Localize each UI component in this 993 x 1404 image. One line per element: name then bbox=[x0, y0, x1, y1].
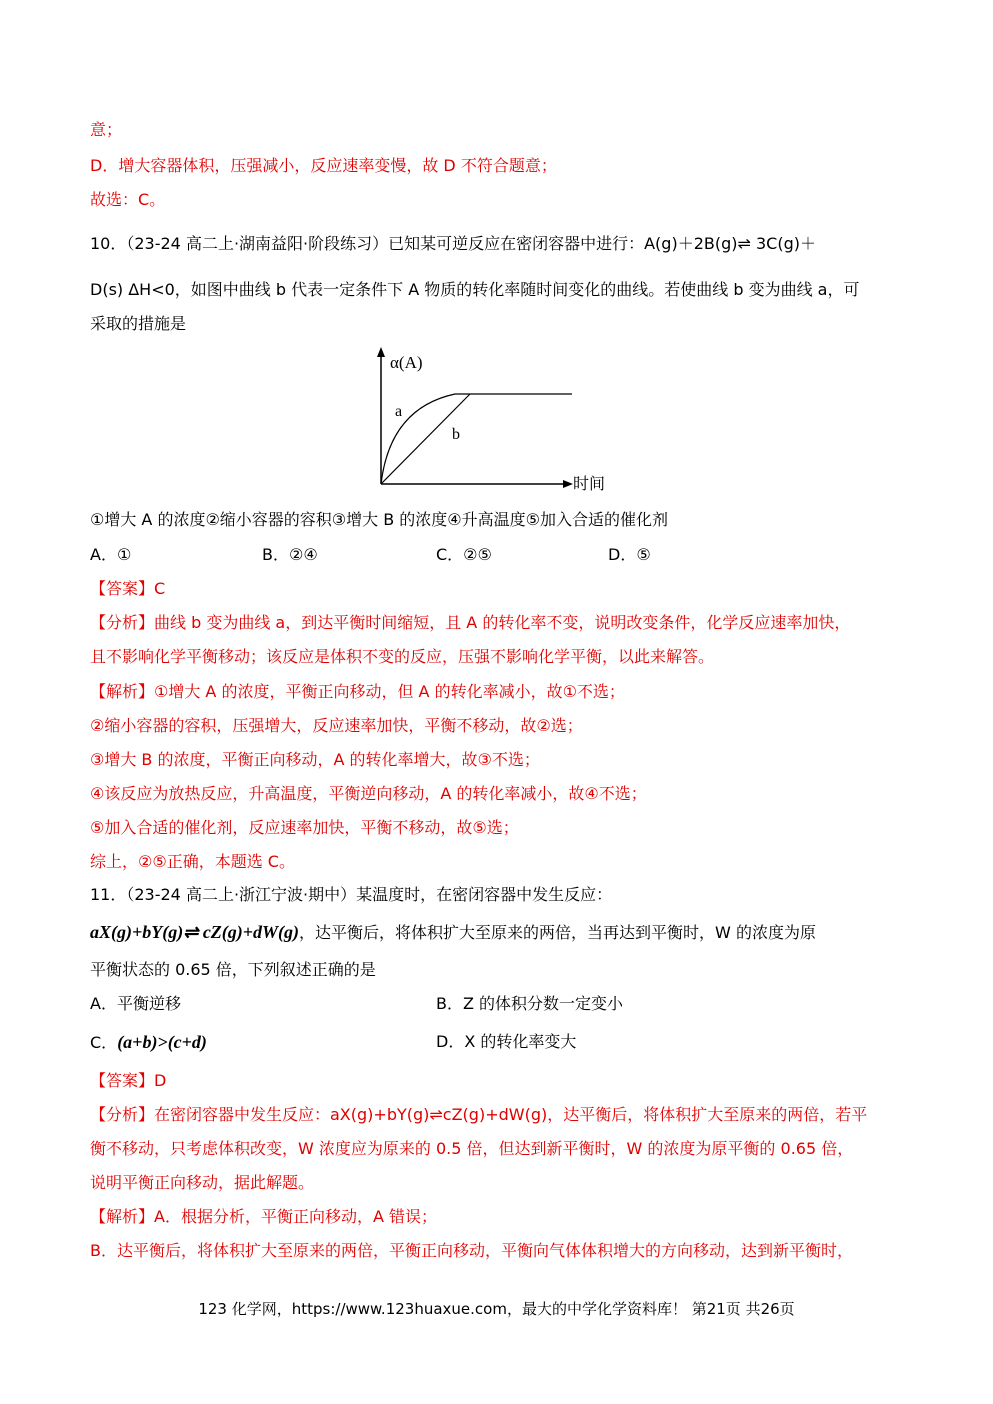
q11-explanation-line-2: B．达平衡后，将体积扩大至原来的两倍，平衡正向移动，平衡向气体体积增大的方向移动，达到新平衡时， bbox=[90, 1241, 853, 1260]
q10-stem-line-1: 10．（23-24 高二上·湖南益阳·阶段练习）已知某可逆反应在密闭容器中进行：A(g)＋2B(g)⇌ 3C(g)＋ bbox=[90, 234, 816, 253]
q10-analysis-line-2: 且不影响化学平衡移动；该反应是体积不变的反应，压强不影响化学平衡，以此来解答。 bbox=[90, 647, 715, 666]
q11-option-c-prefix: C． bbox=[90, 1033, 118, 1052]
q11-option-b: B．Z 的体积分数一定变小 bbox=[436, 994, 624, 1013]
q11-option-a: A．平衡逆移 bbox=[90, 994, 181, 1013]
q11-option-d: D．X 的转化率变大 bbox=[436, 1032, 577, 1051]
q10-option-b: B．②④ bbox=[262, 545, 318, 564]
page-footer: 123 化学网，https://www.123huaxue.com，最大的中学化学资料库！ 第21页 共26页 bbox=[198, 1300, 795, 1318]
curve-a bbox=[381, 394, 572, 484]
x-axis-label: 时间 bbox=[573, 474, 606, 493]
q11-stem-line-1: 11．（23-24 高二上·浙江宁波·期中）某温度时，在密闭容器中发生反应： bbox=[90, 885, 613, 904]
x-axis-arrow bbox=[563, 480, 573, 488]
conversion-time-graph bbox=[360, 338, 630, 498]
q10-explanation-line-1: 【解析】①增大 A 的浓度，平衡正向移动，但 A 的转化率减小，故①不选； bbox=[90, 682, 625, 701]
q10-answer: 【答案】C bbox=[90, 579, 166, 598]
q11-option-c-formula: (a+b)>(c+d) bbox=[117, 1032, 207, 1052]
q10-option-c: C．②⑤ bbox=[436, 545, 492, 564]
q10-stem-line-2: D(s) ΔH<0，如图中曲线 b 代表一定条件下 A 物质的转化率随时间变化的曲线。若使曲线 b 变为曲线 a，可 bbox=[90, 280, 860, 299]
q11-reaction-equation: aX(g)+bY(g)⇌ cZ(g)+dW(g) bbox=[90, 922, 300, 942]
q10-explanation-summary: 综上，②⑤正确，本题选 C。 bbox=[90, 852, 295, 871]
q10-stem-line-3: 采取的措施是 bbox=[90, 314, 187, 333]
q11-stem-line-2 bbox=[90, 921, 816, 944]
q10-option-a: A．① bbox=[90, 545, 132, 564]
q11-analysis-line-3: 说明平衡正向移动，据此解题。 bbox=[90, 1173, 315, 1192]
prev-option-d-explanation: D．增大容器体积，压强减小，反应速率变慢，故 D 不符合题意； bbox=[90, 156, 557, 175]
q11-analysis-line-1: 【分析】在密闭容器中发生反应：aX(g)+bY(g)⇌cZ(g)+dW(g)，达平衡后，将体积扩大至原来的两倍，若平 bbox=[90, 1105, 868, 1124]
q11-explanation-line-1: 【解析】A．根据分析，平衡正向移动，A 错误； bbox=[90, 1207, 437, 1226]
q10-measures-list: ①增大 A 的浓度②缩小容器的容积③增大 B 的浓度④升高温度⑤加入合适的催化剂 bbox=[90, 510, 668, 529]
q10-explanation-line-4: ④该反应为放热反应，升高温度，平衡逆向移动，A 的转化率减小，故④不选； bbox=[90, 784, 647, 803]
prev-text-line: 意； bbox=[90, 120, 123, 139]
y-axis-label: α(A) bbox=[390, 353, 423, 372]
y-axis-arrow bbox=[377, 347, 385, 357]
q11-analysis-line-2: 衡不移动，只考虑体积改变，W 浓度应为原来的 0.5 倍，但达到新平衡时，W 的浓度为原平衡的 0.65 倍， bbox=[90, 1139, 854, 1158]
q10-explanation-line-2: ②缩小容器的容积，压强增大，反应速率加快，平衡不移动，故②选； bbox=[90, 716, 583, 735]
q11-option-c bbox=[90, 1031, 207, 1054]
q10-explanation-line-5: ⑤加入合适的催化剂，反应速率加快，平衡不移动，故⑤选； bbox=[90, 818, 519, 837]
q11-answer: 【答案】D bbox=[90, 1071, 167, 1090]
curve-a-label: a bbox=[395, 403, 403, 420]
q11-stem-line-2-text: ，达平衡后，将体积扩大至原来的两倍，当再达到平衡时，W 的浓度为原 bbox=[299, 923, 816, 942]
q10-analysis-line-1: 【分析】曲线 b 变为曲线 a，到达平衡时间缩短，且 A 的转化率不变，说明改变条件，化学反应速率加快， bbox=[90, 613, 851, 632]
q11-stem-line-3: 平衡状态的 0.65 倍，下列叙述正确的是 bbox=[90, 960, 376, 979]
q10-option-d: D．⑤ bbox=[608, 545, 651, 564]
q10-explanation-line-3: ③增大 B 的浓度，平衡正向移动，A 的转化率增大，故③不选； bbox=[90, 750, 540, 769]
prev-conclusion: 故选：C。 bbox=[90, 190, 166, 209]
curve-b-label: b bbox=[452, 426, 460, 443]
